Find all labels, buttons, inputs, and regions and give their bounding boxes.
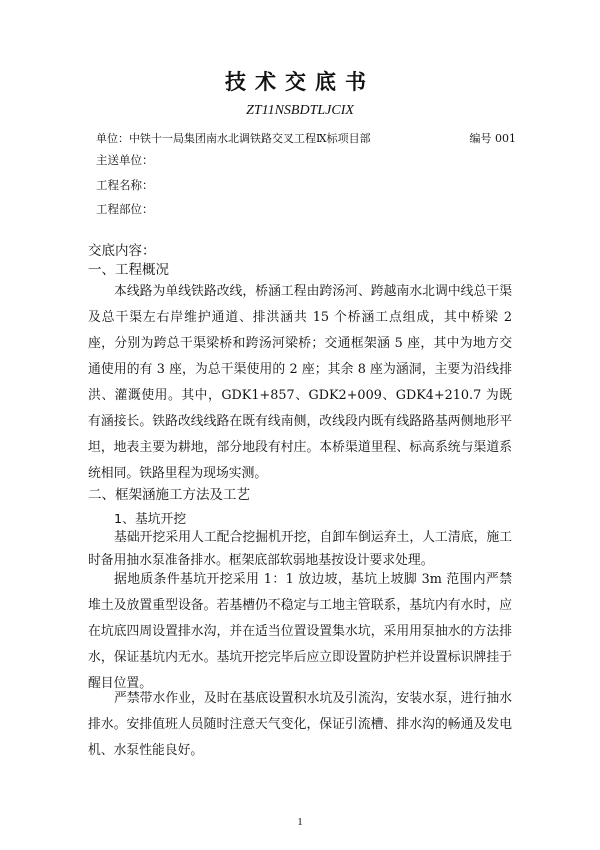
unit-name: 单位：中铁十一局集团南水北调铁路交叉工程Ⅸ标项目部: [96, 132, 371, 145]
section-1-paragraph: 本线路为单线铁路改线，桥涵工程由跨汤河、跨越南水北调中线总干渠及总干渠左右岸维护通道、排洪涵共 15 个桥涵工点组成，其中桥梁 2 座，分别为跨总干渠梁桥和跨汤河梁桥；交通框架涵 5 座，其中为地方交通使用的有 3 座，为总干渠使用的 2 座；其余 8 座为涵洞，主要为沿线排洪、灌溉使用。其中，GDK1+857、GDK2+009、GDK4+210.7 为既有涵接长。铁路改线线路在既有线南侧，改线段内既有线路路基两侧地形平坦，地表主要为耕地，部分地段有村庄。本桥渠道里程、标高系统与渠道系统相同。铁路里程为现场实测。: [88, 284, 512, 481]
document-code: ZT11NSBDTLJCIX: [246, 103, 354, 118]
subsection-1-paragraph-2: 据地质条件基坑开挖采用 1：1 放边坡，基坑上坡脚 3m 范围内严禁堆土及放置重型设备。若基槽仍不稳定与工地主管联系，基坑内有水时，应在坑底四周设置排水沟，并在适当位置设置集水坑，采用用泵抽水的方法排水，保证基坑内无水。基坑开挖完毕后应立即设置防护栏并设置标识牌挂于醒目位置。: [88, 572, 512, 691]
page-number: 1: [297, 816, 303, 828]
project-part-field: 工程部位：: [96, 202, 154, 216]
unit-row: [96, 130, 516, 146]
document-title: 技术交底书: [225, 70, 375, 94]
recipient-field: 主送单位：: [96, 153, 154, 167]
section-2-heading: 二、框架涵施工方法及工艺: [88, 487, 250, 503]
section-1-heading: 一、工程概况: [88, 262, 169, 278]
subsection-1-paragraph-3: 严禁带水作业，及时在基底设置积水坑及引流沟，安装水泵，进行抽水排水。安排值班人员随时注意天气变化，保证引流槽、排水沟的畅通及发电机、水泵性能良好。: [88, 691, 512, 758]
content-label: 交底内容：: [88, 243, 156, 259]
project-name-field: 工程名称：: [96, 178, 154, 192]
document-number: 编号 001: [469, 132, 516, 145]
subsection-1-heading: 1、基坑开挖: [114, 512, 187, 527]
subsection-1-paragraph-1: 基础开挖采用人工配合挖掘机开挖，自卸车倒运弃土，人工清底，施工时备用抽水泵准备排水。框架底部软弱地基按设计要求处理。: [88, 530, 512, 568]
